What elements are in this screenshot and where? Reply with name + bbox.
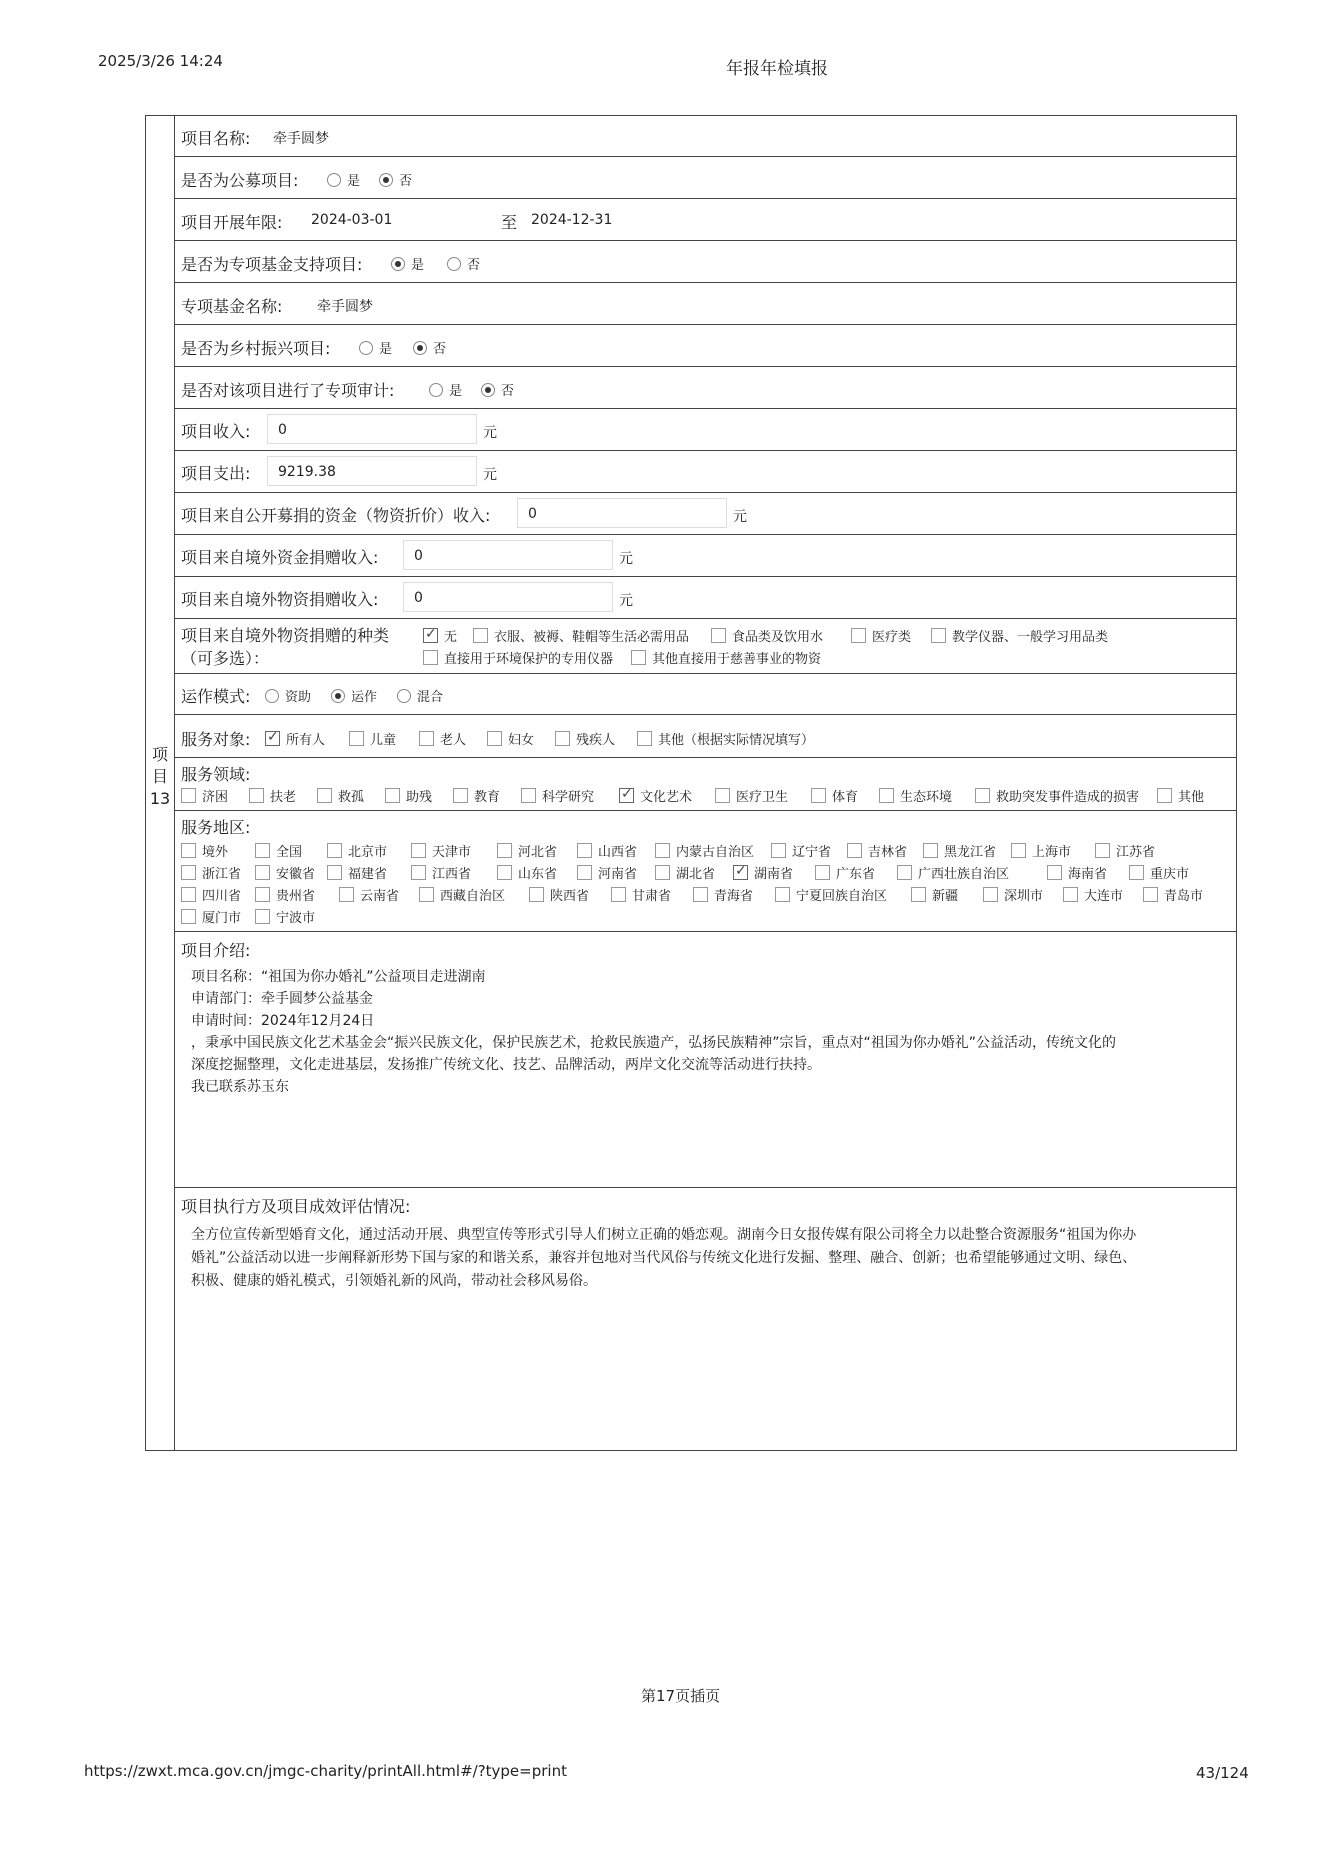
checkbox-icon[interactable] xyxy=(711,628,726,643)
region-option[interactable]: 广东省 xyxy=(815,863,875,882)
checkbox-icon[interactable] xyxy=(1011,843,1026,858)
field-option[interactable]: 医疗卫生 xyxy=(715,786,788,805)
row-special-fund-name xyxy=(175,283,1236,325)
checkbox-icon[interactable] xyxy=(385,788,400,803)
audit-label: 是否对该项目进行了专项审计: xyxy=(181,381,395,400)
checkbox-icon[interactable] xyxy=(1063,887,1078,902)
checkbox-icon[interactable] xyxy=(255,909,270,924)
checkbox-icon[interactable] xyxy=(1129,865,1144,880)
public-income-input[interactable]: 0 xyxy=(517,498,727,528)
region-option[interactable]: 西藏自治区 xyxy=(419,885,505,904)
region-option[interactable]: 重庆市 xyxy=(1129,863,1189,882)
row-expense xyxy=(175,451,1236,493)
checkbox-icon[interactable] xyxy=(847,843,862,858)
targets-label: 服务对象: xyxy=(181,730,251,749)
period-start: 2024-03-01 xyxy=(311,212,393,228)
special-fund-name-value: 牵手圆梦 xyxy=(317,299,373,315)
expense-unit: 元 xyxy=(483,467,497,483)
region-option[interactable]: 河南省 xyxy=(577,863,637,882)
checkbox-icon[interactable] xyxy=(181,788,196,803)
evaluation-label: 项目执行方及项目成效评估情况: xyxy=(181,1197,411,1216)
checkbox-checked-icon[interactable] xyxy=(619,788,634,803)
project-form xyxy=(145,115,1237,1451)
region-option[interactable]: 宁夏回族自治区 xyxy=(775,885,887,904)
region-option[interactable]: 陕西省 xyxy=(529,885,589,904)
field-option[interactable]: 扶老 xyxy=(249,786,296,805)
goods-types-label: 项目来自境外物资捐赠的种类 xyxy=(181,626,390,645)
row-income xyxy=(175,409,1236,451)
print-datetime: 2025/3/26 14:24 xyxy=(98,52,223,70)
checkbox-icon[interactable] xyxy=(983,887,998,902)
project-name-value: 牵手圆梦 xyxy=(273,131,329,147)
target-option[interactable]: 老人 xyxy=(419,729,466,748)
radio-selected-icon[interactable] xyxy=(413,341,427,355)
row-goods-types xyxy=(175,619,1236,674)
checkbox-icon[interactable] xyxy=(1157,788,1172,803)
region-option[interactable]: 湖北省 xyxy=(655,863,715,882)
row-intro xyxy=(175,932,1236,1188)
field-option[interactable]: 科学研究 xyxy=(521,786,594,805)
special-fund-no-option[interactable]: 否 xyxy=(447,254,480,273)
checkbox-icon[interactable] xyxy=(775,887,790,902)
region-option[interactable]: 河北省 xyxy=(497,841,557,860)
checkbox-checked-icon[interactable] xyxy=(265,731,280,746)
expense-label: 项目支出: xyxy=(181,464,251,483)
row-operation xyxy=(175,674,1236,715)
checkbox-icon[interactable] xyxy=(815,865,830,880)
radio-selected-icon[interactable] xyxy=(331,689,345,703)
radio-selected-icon[interactable] xyxy=(481,383,495,397)
checkbox-icon[interactable] xyxy=(339,887,354,902)
region-option[interactable]: 全国 xyxy=(255,841,302,860)
region-option[interactable]: 浙江省 xyxy=(181,863,241,882)
rural-yes-option[interactable]: 是 xyxy=(359,338,392,357)
evaluation-line: 婚礼”公益活动以进一步阐释新形势下国与家的和谐关系，兼容并包地对当代风俗与传统文化进行发掘、整理、融合、创新；也希望能够通过文明、绿色、 xyxy=(191,1250,1137,1266)
operation-label: 运作模式: xyxy=(181,687,251,706)
region-option[interactable]: 四川省 xyxy=(181,885,241,904)
region-option[interactable]: 广西壮族自治区 xyxy=(897,863,1009,882)
region-option[interactable]: 北京市 xyxy=(327,841,387,860)
row-project-name xyxy=(175,116,1236,157)
region-option[interactable]: 青岛市 xyxy=(1143,885,1203,904)
region-option[interactable]: 安徽省 xyxy=(255,863,315,882)
foreign-goods-unit: 元 xyxy=(619,593,633,609)
target-option[interactable]: 妇女 xyxy=(487,729,534,748)
foreign-fund-input[interactable]: 0 xyxy=(403,540,613,570)
checkbox-icon[interactable] xyxy=(529,887,544,902)
region-option[interactable]: 海南省 xyxy=(1047,863,1107,882)
target-option[interactable]: 儿童 xyxy=(349,729,396,748)
checkbox-icon[interactable] xyxy=(771,843,786,858)
checkbox-icon[interactable] xyxy=(611,887,626,902)
audit-yes-option[interactable]: 是 xyxy=(429,380,462,399)
region-option[interactable]: 山西省 xyxy=(577,841,637,860)
income-label: 项目收入: xyxy=(181,422,251,441)
radio-icon[interactable] xyxy=(447,257,461,271)
goods-type-option[interactable]: 食品类及饮用水 xyxy=(711,626,823,645)
checkbox-icon[interactable] xyxy=(411,843,426,858)
foreign-goods-input[interactable]: 0 xyxy=(403,582,613,612)
expense-input[interactable]: 9219.38 xyxy=(267,456,477,486)
row-special-fund xyxy=(175,241,1236,283)
checkbox-icon[interactable] xyxy=(327,843,342,858)
page-counter: 43/124 xyxy=(1196,1764,1249,1782)
goods-type-option[interactable]: ✓ 无 xyxy=(423,626,457,645)
public-fund-yes-option[interactable]: 是 xyxy=(327,170,360,189)
fields-label: 服务领域: xyxy=(181,765,251,784)
checkbox-icon[interactable] xyxy=(497,865,512,880)
checkbox-icon[interactable] xyxy=(255,865,270,880)
project-index-column xyxy=(146,116,175,1450)
special-fund-name-label: 专项基金名称: xyxy=(181,297,283,316)
checkbox-icon[interactable] xyxy=(923,843,938,858)
radio-icon[interactable] xyxy=(429,383,443,397)
period-end: 2024-12-31 xyxy=(531,212,613,228)
checkbox-icon[interactable] xyxy=(693,887,708,902)
intro-label: 项目介绍: xyxy=(181,941,251,960)
checkbox-icon[interactable] xyxy=(181,909,196,924)
intro-line: 申请时间：2024年12月24日 xyxy=(191,1013,375,1029)
checkbox-icon[interactable] xyxy=(1095,843,1110,858)
regions-label: 服务地区: xyxy=(181,818,251,837)
checkbox-icon[interactable] xyxy=(349,731,364,746)
checkbox-icon[interactable] xyxy=(497,843,512,858)
radio-selected-icon[interactable] xyxy=(379,173,393,187)
row-public-income xyxy=(175,493,1236,535)
region-option[interactable]: 贵州省 xyxy=(255,885,315,904)
operation-option[interactable]: 运作 xyxy=(331,686,377,705)
checkbox-icon[interactable] xyxy=(637,731,652,746)
radio-icon[interactable] xyxy=(265,689,279,703)
radio-icon[interactable] xyxy=(359,341,373,355)
income-input[interactable]: 0 xyxy=(267,414,477,444)
region-option[interactable]: 新疆 xyxy=(911,885,958,904)
foreign-fund-unit: 元 xyxy=(619,551,633,567)
checkbox-icon[interactable] xyxy=(655,865,670,880)
checkbox-icon[interactable] xyxy=(255,887,270,902)
checkbox-icon[interactable] xyxy=(1143,887,1158,902)
public-income-label: 项目来自公开募捐的资金（物资折价）收入: xyxy=(181,506,491,525)
checkbox-icon[interactable] xyxy=(419,731,434,746)
intro-line: 项目名称：“祖国为你办婚礼”公益项目走进湖南 xyxy=(191,969,486,985)
checkbox-icon[interactable] xyxy=(453,788,468,803)
checkbox-icon[interactable] xyxy=(181,887,196,902)
field-option[interactable]: 助残 xyxy=(385,786,432,805)
public-fund-label: 是否为公募项目: xyxy=(181,171,299,190)
checkbox-icon[interactable] xyxy=(255,843,270,858)
row-fields xyxy=(175,758,1236,811)
audit-no-option[interactable]: 否 xyxy=(481,380,514,399)
checkbox-icon[interactable] xyxy=(487,731,502,746)
checkbox-icon[interactable] xyxy=(181,865,196,880)
checkbox-icon[interactable] xyxy=(975,788,990,803)
checkbox-icon[interactable] xyxy=(577,843,592,858)
goods-type-option[interactable]: 衣服、被褥、鞋帽等生活必需用品 xyxy=(473,626,689,645)
field-option[interactable]: 教育 xyxy=(453,786,500,805)
region-option[interactable]: 境外 xyxy=(181,841,228,860)
region-option[interactable]: 厦门市 xyxy=(181,907,241,926)
region-option[interactable]: 深圳市 xyxy=(983,885,1043,904)
checkbox-checked-icon[interactable] xyxy=(733,865,748,880)
field-option[interactable]: ✓ 文化艺术 xyxy=(619,786,692,805)
row-period xyxy=(175,199,1236,241)
row-foreign-goods xyxy=(175,577,1236,619)
target-option[interactable]: ✓ 所有人 xyxy=(265,729,325,748)
region-option[interactable]: 内蒙古自治区 xyxy=(655,841,754,860)
checkbox-icon[interactable] xyxy=(931,628,946,643)
evaluation-line: 全方位宣传新型婚育文化，通过活动开展、典型宣传等形式引导人们树立正确的婚恋观。湖南今日女报传媒有限公司将全力以赴整合资源服务“祖国为你办 xyxy=(191,1227,1137,1243)
goods-type-option[interactable]: 教学仪器、一般学习用品类 xyxy=(931,626,1108,645)
page-title: 年报年检填报 xyxy=(726,59,828,79)
region-option[interactable]: 甘肃省 xyxy=(611,885,671,904)
checkbox-icon[interactable] xyxy=(577,865,592,880)
region-option[interactable]: 吉林省 xyxy=(847,841,907,860)
goods-type-option[interactable]: 医疗类 xyxy=(851,626,911,645)
row-public-fund xyxy=(175,157,1236,199)
region-option[interactable]: 天津市 xyxy=(411,841,471,860)
checkbox-icon[interactable] xyxy=(715,788,730,803)
checkbox-icon[interactable] xyxy=(181,843,196,858)
project-index-label: 项 目 13 xyxy=(149,745,171,808)
row-targets xyxy=(175,715,1236,758)
region-option[interactable]: 黑龙江省 xyxy=(923,841,996,860)
target-option[interactable]: 其他（根据实际情况填写） xyxy=(637,729,814,748)
checkbox-icon[interactable] xyxy=(911,887,926,902)
print-url: https://zwxt.mca.gov.cn/jmgc-charity/printAll.html#/?type=print xyxy=(84,1762,567,1780)
row-foreign-fund xyxy=(175,535,1236,577)
target-option[interactable]: 残疾人 xyxy=(555,729,615,748)
field-option[interactable]: 济困 xyxy=(181,786,228,805)
checkbox-icon[interactable] xyxy=(423,650,438,665)
operation-option[interactable]: 混合 xyxy=(397,686,443,705)
rural-no-option[interactable]: 否 xyxy=(413,338,446,357)
checkbox-icon[interactable] xyxy=(1047,865,1062,880)
region-option[interactable]: 青海省 xyxy=(693,885,753,904)
region-option[interactable]: 辽宁省 xyxy=(771,841,831,860)
checkbox-icon[interactable] xyxy=(249,788,264,803)
checkbox-icon[interactable] xyxy=(327,865,342,880)
checkbox-icon[interactable] xyxy=(631,650,646,665)
row-audit xyxy=(175,367,1236,409)
checkbox-icon[interactable] xyxy=(851,628,866,643)
goods-types-label-2: （可多选）： xyxy=(181,649,270,668)
special-fund-yes-option[interactable]: 是 xyxy=(391,254,424,273)
field-option[interactable]: 体育 xyxy=(811,786,858,805)
intro-line: 深度挖掘整理，文化走进基层，发扬推广传统文化、技艺、品牌活动，两岸文化交流等活动进行扶持。 xyxy=(191,1057,821,1073)
checkbox-checked-icon[interactable] xyxy=(423,628,438,643)
field-option[interactable]: 救助突发事件造成的损害 xyxy=(975,786,1139,805)
radio-icon[interactable] xyxy=(397,689,411,703)
public-fund-no-option[interactable]: 否 xyxy=(379,170,412,189)
checkbox-icon[interactable] xyxy=(317,788,332,803)
region-option[interactable]: 江苏省 xyxy=(1095,841,1155,860)
checkbox-icon[interactable] xyxy=(811,788,826,803)
checkbox-icon[interactable] xyxy=(879,788,894,803)
income-unit: 元 xyxy=(483,425,497,441)
checkbox-icon[interactable] xyxy=(473,628,488,643)
period-separator: 至 xyxy=(501,213,518,232)
foreign-goods-label: 项目来自境外物资捐赠收入: xyxy=(181,590,379,609)
region-option[interactable]: 江西省 xyxy=(411,863,471,882)
region-option[interactable]: ✓ 湖南省 xyxy=(733,863,793,882)
operation-option[interactable]: 资助 xyxy=(265,686,311,705)
checkbox-icon[interactable] xyxy=(897,865,912,880)
field-option[interactable]: 其他 xyxy=(1157,786,1204,805)
region-option[interactable]: 福建省 xyxy=(327,863,387,882)
row-evaluation xyxy=(175,1188,1236,1449)
checkbox-icon[interactable] xyxy=(521,788,536,803)
goods-type-option[interactable]: 其他直接用于慈善事业的物资 xyxy=(631,648,821,667)
row-rural xyxy=(175,325,1236,367)
intro-line: 申请部门：牵手圆梦公益基金 xyxy=(191,991,373,1007)
period-label: 项目开展年限: xyxy=(181,213,283,232)
field-option[interactable]: 救孤 xyxy=(317,786,364,805)
intro-line: ，秉承中国民族文化艺术基金会“振兴民族文化，保护民族艺术，抢救民族遗产，弘扬民族精神”宗旨，重点对“祖国为你办婚礼”公益活动，传统文化的 xyxy=(191,1035,1117,1051)
goods-type-option[interactable]: 直接用于环境保护的专用仪器 xyxy=(423,648,613,667)
radio-icon[interactable] xyxy=(327,173,341,187)
public-income-unit: 元 xyxy=(733,509,747,525)
field-option[interactable]: 生态环境 xyxy=(879,786,952,805)
region-option[interactable]: 山东省 xyxy=(497,863,557,882)
region-option[interactable]: 大连市 xyxy=(1063,885,1123,904)
intro-line: 我已联系苏玉东 xyxy=(191,1079,289,1095)
special-fund-label: 是否为专项基金支持项目: xyxy=(181,255,363,274)
checkbox-icon[interactable] xyxy=(555,731,570,746)
checkbox-icon[interactable] xyxy=(419,887,434,902)
rural-label: 是否为乡村振兴项目: xyxy=(181,339,331,358)
checkbox-icon[interactable] xyxy=(655,843,670,858)
insert-page-label: 第17页插页 xyxy=(641,1687,721,1705)
foreign-fund-label: 项目来自境外资金捐赠收入: xyxy=(181,548,379,567)
region-option[interactable]: 宁波市 xyxy=(255,907,315,926)
radio-selected-icon[interactable] xyxy=(391,257,405,271)
project-name-label: 项目名称: xyxy=(181,129,251,148)
region-option[interactable]: 云南省 xyxy=(339,885,399,904)
row-regions xyxy=(175,811,1236,932)
region-option[interactable]: 上海市 xyxy=(1011,841,1071,860)
checkbox-icon[interactable] xyxy=(411,865,426,880)
evaluation-line: 积极、健康的婚礼模式，引领婚礼新的风尚，带动社会移风易俗。 xyxy=(191,1273,597,1289)
